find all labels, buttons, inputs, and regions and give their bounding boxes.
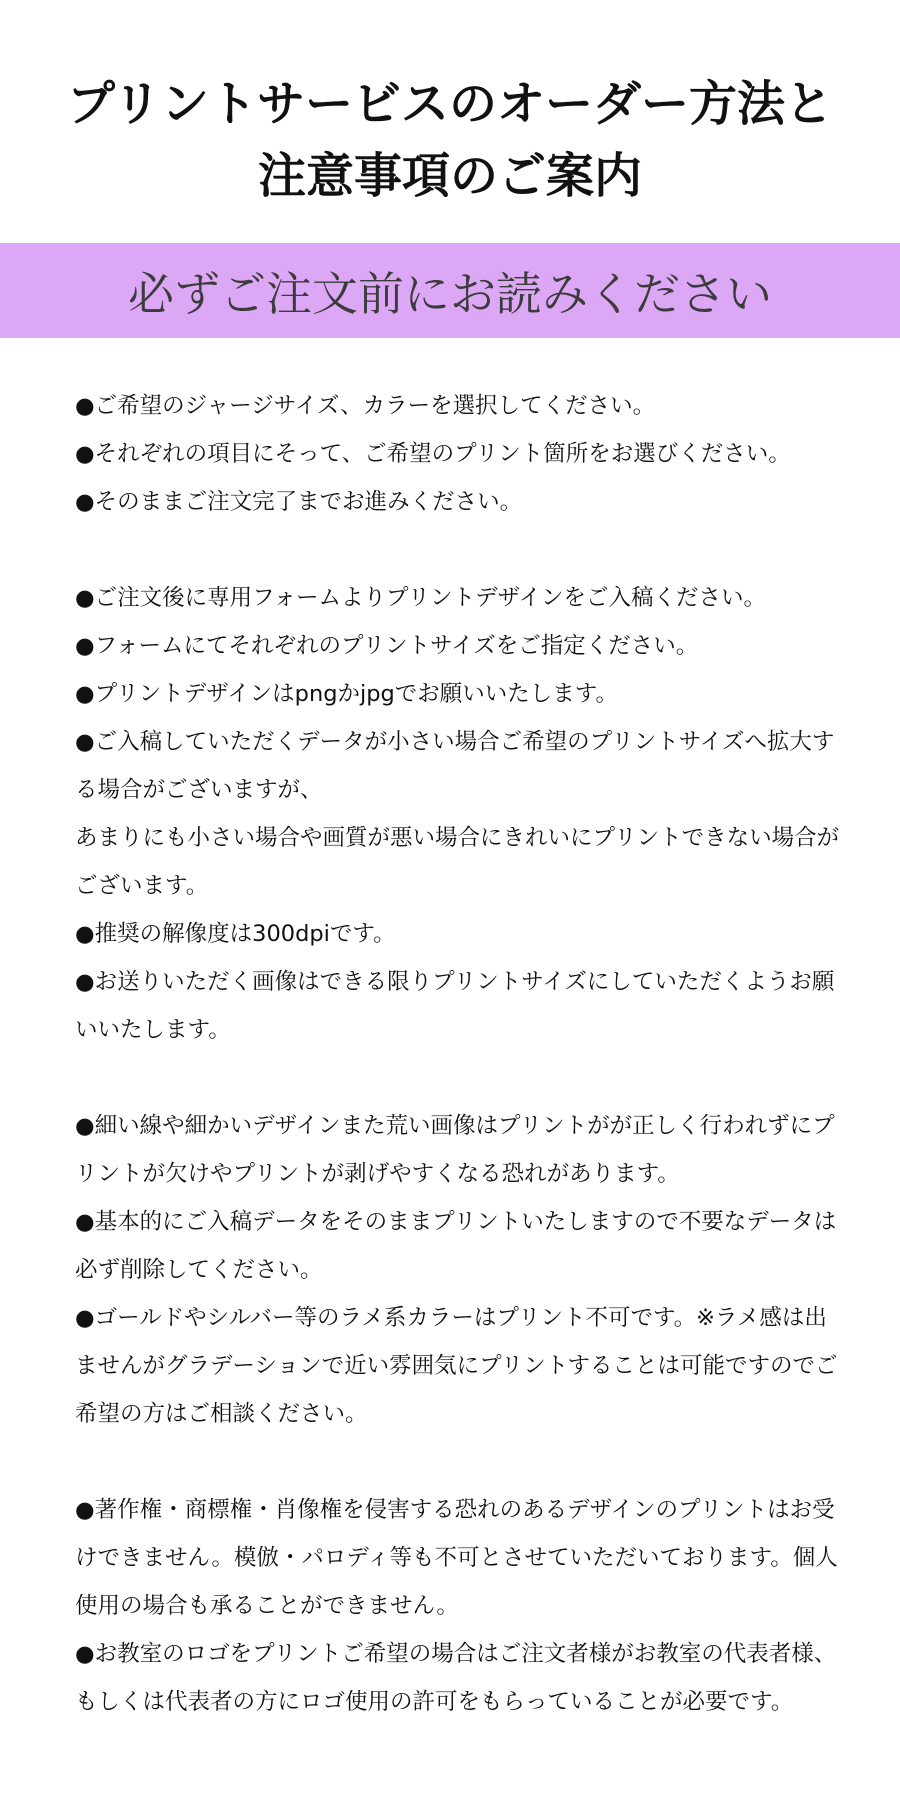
notice-section-print-quality [75,1102,845,1438]
notice-line: ●ゴールドやシルバー等のラメ系カラーはプリント不可です。※ラメ感は出ませんがグラデーションで近い雰囲気にプリントすることは可能ですのでご希望の方はご相談ください。 [75,1305,838,1427]
notice-line: ●細い線や細かいデザインまた荒い画像はプリントがが正しく行われずにプリントが欠けやプリントが剥げやすくなる恐れがあります。 [75,1113,835,1187]
notice-section-copyright [75,1486,845,1726]
notice-section-design-submission [75,574,845,1054]
page-title-line1: プリントサービスのオーダー方法と [66,76,834,132]
page-title-line2: 注意事項のご案内 [257,148,642,204]
notice-line: ●お教室のロゴをプリントご希望の場合はご注文者様がお教室の代表者様、もしくは代表者の方にロゴ使用の許可をもらっていることが必要です。 [75,1641,837,1715]
notice-line: あまりにも小さい場合や画質が悪い場合にきれいにプリントできない場合がございます。 [75,825,840,899]
notice-body [75,382,845,1726]
notice-line: ●ご希望のジャージサイズ、カラーを選択してください。 [75,393,656,419]
page-title [0,0,900,212]
section-spacer [75,1054,845,1102]
notice-line: ●推奨の解像度は300dpiです。 [75,921,396,947]
section-spacer [75,526,845,574]
notice-line: ●プリントデザインはpngかjpgでお願いいたします。 [75,681,618,707]
notice-line: ●それぞれの項目にそって、ご希望のプリント箇所をお選びください。 [75,441,791,467]
section-spacer [75,1438,845,1486]
notice-line: ●お送りいただく画像はできる限りプリントサイズにしていただくようお願いいたします。 [75,969,835,1043]
notice-section-order-steps [75,382,845,526]
notice-line: ●ご注文後に専用フォームよりプリントデザインをご入稿ください。 [75,585,767,611]
notice-line: ●基本的にご入稿データをそのままプリントいたしますので不要なデータは必ず削除してください。 [75,1209,837,1283]
notice-line: ●ご入稿していただくデータが小さい場合ご希望のプリントサイズへ拡大する場合がございますが、 [75,729,835,803]
notice-line: ●著作権・商標権・肖像権を侵害する恐れのあるデザインのプリントはお受けできません。模倣・パロディ等も不可とさせていただいております。個人使用の場合も承ることができません。 [75,1497,838,1619]
notice-line: ●そのままご注文完了までお進みください。 [75,489,523,515]
notice-banner [0,243,900,338]
notice-banner-text: 必ずご注文前にお読みください [128,266,772,321]
notice-line: ●フォームにてそれぞれのプリントサイズをご指定ください。 [75,633,699,659]
